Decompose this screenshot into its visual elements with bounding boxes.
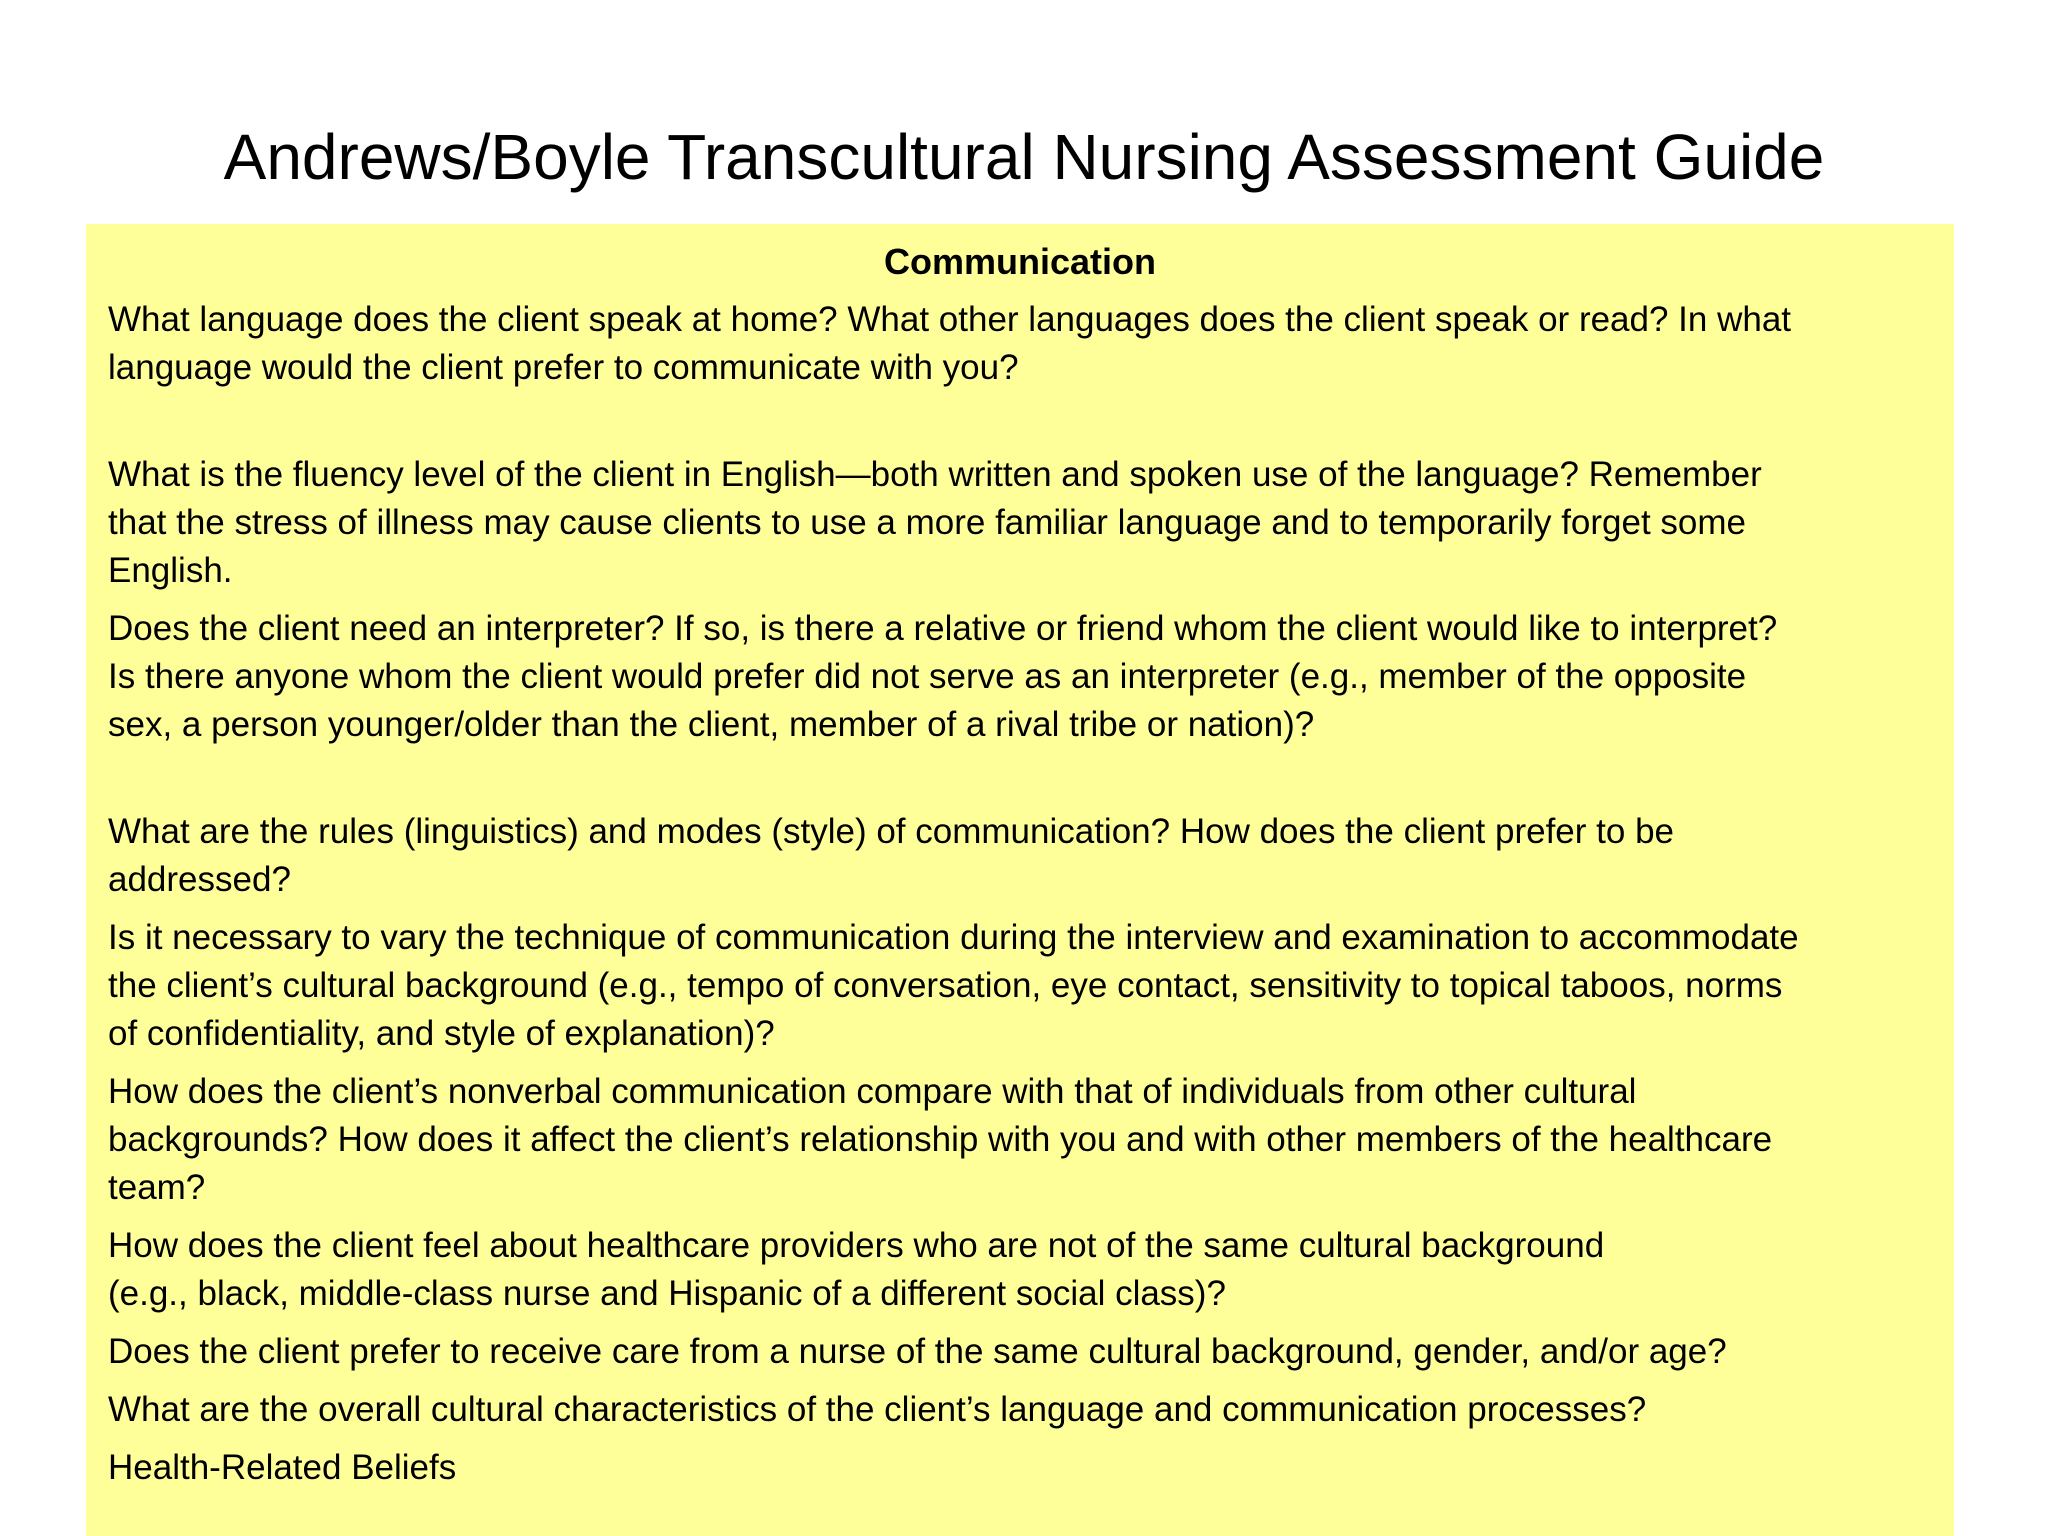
question-item: What language does the client speak at home? What other languages does the client speak or read? In what language would the client prefer to communicate with you? [108,300,1792,387]
slide-title: Andrews/Boyle Transcultural Nursing Assessment Guide [223,121,1825,193]
question-item: How does the client’s nonverbal communication compare with that of individuals from other cultural backgrounds? How does it affect the client’s relationship with you and with other members of the healthcare team? [108,1072,1773,1207]
question-item: Is it necessary to vary the technique of communication during the interview and examination to accommodate the client’s cultural background (e.g., tempo of conversation, eye contact, sensitivity to topical taboos, norms of confidentiality, and style of explanation)? [108,918,1799,1053]
question-item: What are the rules (linguistics) and modes (style) of communication? How does the client prefer to be addressed? [108,812,1674,899]
question-item: Does the client prefer to receive care from a nurse of the same cultural background, gender, and/or age? [108,1332,1727,1371]
next-section-label: Health-Related Beliefs [108,1448,457,1487]
question-item: How does the client feel about healthcare providers who are not of the same cultural background (e.g., black, middle-class nurse and Hispanic of a different social class)? [108,1226,1605,1313]
content-panel [86,224,1954,1536]
question-item: What is the fluency level of the client in English—both written and spoken use of the language? Remember that the stress of illness may cause clients to use a more familiar language and to temporarily forget some English. [108,455,1762,590]
question-item: Does the client need an interpreter? If so, is there a relative or friend whom the client would like to interpret? Is there anyone whom the client would prefer did not serve as an interpreter (e.g., member of the opposite sex, a person younger/older than the client, member of a rival tribe or nation)? [108,609,1778,744]
question-item: What are the overall cultural characteristics of the client’s language and communication processes? [108,1390,1647,1429]
section-heading: Communication [883,241,1156,282]
